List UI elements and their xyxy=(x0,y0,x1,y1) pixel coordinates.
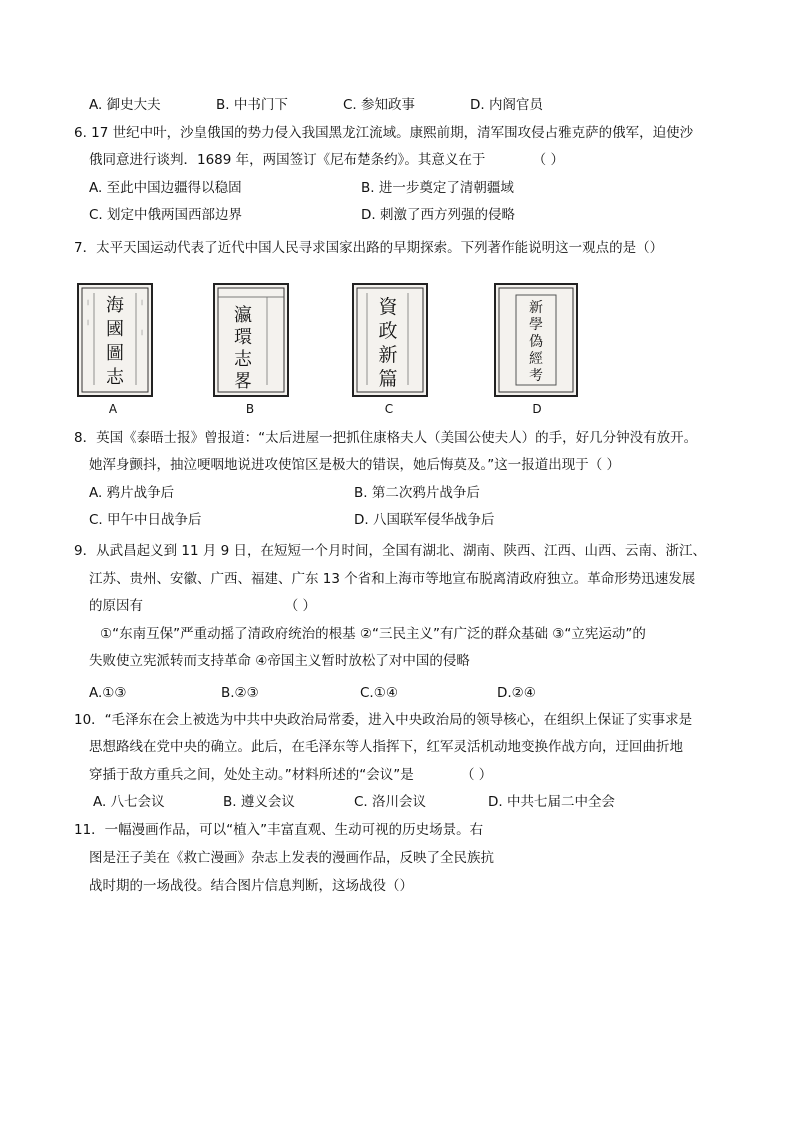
q9-stem-line-1: 9．从武昌起义到 11 月 9 日，在短短一个月时间，全国有湖北、湖南、陕西、江西、山西、云南、浙江、 xyxy=(74,543,707,559)
q9-stem-line-3: 的原因有 （ ） xyxy=(89,598,317,614)
book-label-b: B xyxy=(245,402,255,416)
q11-stem-line-3: 战时期的一场战役。结合图片信息判断，这场战役（） xyxy=(89,878,413,894)
book-c-char-4: 篇 xyxy=(378,368,398,390)
q9-statement-line-2: 失败使立宪派转而支持革命 ④帝国主义暂时放松了对中国的侵略 xyxy=(89,653,470,669)
q9-option-d: D.②④ xyxy=(497,685,536,701)
book-cover-d xyxy=(494,283,578,397)
q5-option-a: A. 御史大夫 xyxy=(89,97,161,113)
book-b-char-1: 瀛 xyxy=(234,305,252,326)
q6-stem-line-1: 6. 17 世纪中叶，沙皇俄国的势力侵入我国黑龙江流域。康熙前期，清军围攻侵占雅克萨的俄军，迫使沙 xyxy=(74,125,694,141)
book-d-char-3: 偽 xyxy=(529,334,543,350)
book-d-char-2: 學 xyxy=(529,317,543,333)
q6-option-a: A. 至此中国边疆得以稳固 xyxy=(89,180,242,196)
q10-option-b: B. 遵义会议 xyxy=(223,794,295,810)
q5-option-b: B. 中书门下 xyxy=(216,97,288,113)
svg-text:〡: 〡 xyxy=(85,320,92,327)
book-cover-a-art xyxy=(79,285,151,395)
book-b-char-4: 畧 xyxy=(234,371,252,392)
q6-option-b: B. 进一步奠定了清朝疆域 xyxy=(361,180,514,196)
book-label-a: A xyxy=(108,402,118,416)
book-label-c: C xyxy=(384,402,394,416)
q8-option-b: B. 第二次鸦片战争后 xyxy=(354,485,480,501)
q5-option-d: D. 内阁官员 xyxy=(470,97,543,113)
q6-stem-line-2: 俄同意进行谈判．1689 年，两国签订《尼布楚条约》。其意义在于 （ ） xyxy=(89,152,564,168)
q10-stem-line-2: 思想路线在党中央的确立。此后，在毛泽东等人指挥下，红军灵活机动地变换作战方向，迂回曲折地 xyxy=(89,739,683,755)
book-c-char-1: 資 xyxy=(378,296,398,318)
book-d-char-1: 新 xyxy=(529,300,543,316)
book-cover-b xyxy=(213,283,289,397)
svg-text:〡: 〡 xyxy=(85,300,92,307)
book-c-char-2: 政 xyxy=(378,320,398,342)
q9-option-c: C.①④ xyxy=(360,685,398,701)
q8-stem-line-1: 8．英国《泰晤士报》曾报道：“太后进屋一把抓住康格夫人（美国公使夫人）的手，好几分钟没有放开。 xyxy=(74,430,698,446)
book-label-d: D xyxy=(532,402,542,416)
book-cover-b-art xyxy=(215,285,287,395)
book-d-char-4: 經 xyxy=(529,351,543,367)
book-cover-d-art xyxy=(496,285,576,395)
q7-stem-line-1: 7．太平天国运动代表了近代中国人民寻求国家出路的早期探索。下列著作能说明这一观点的是（） xyxy=(74,240,664,256)
q9-stem-line-2: 江苏、贵州、安徽、广西、福建、广东 13 个省和上海市等地宣布脱离清政府独立。革命形势迅速发展 xyxy=(89,571,696,587)
book-b-char-3: 志 xyxy=(234,349,252,370)
q9-option-b: B.②③ xyxy=(221,685,259,701)
book-c-char-3: 新 xyxy=(378,344,398,366)
q10-option-a: A. 八七会议 xyxy=(93,794,165,810)
q9-option-a: A.①③ xyxy=(89,685,127,701)
q11-stem-line-2: 图是汪子美在《救亡漫画》杂志上发表的漫画作品，反映了全民族抗 xyxy=(89,850,494,866)
q6-option-d: D. 刺激了西方列强的侵略 xyxy=(361,207,515,223)
q10-stem-line-1: 10．“毛泽东在会上被选为中共中央政治局常委，进入中央政治局的领导核心，在组织上保证了实事求是 xyxy=(74,712,693,728)
q8-stem-line-2: 她浑身颤抖，抽泣哽咽地说进攻使馆区是极大的错误，她后悔莫及。”这一报道出现于（ ） xyxy=(89,457,621,473)
q8-option-d: D. 八国联军侵华战争后 xyxy=(354,512,495,528)
q6-option-c: C. 划定中俄两国西部边界 xyxy=(89,207,243,223)
q10-stem-line-3: 穿插于敌方重兵之间，处处主动。”材料所述的“会议”是 （ ） xyxy=(89,767,493,783)
q11-stem-line-1: 11．一幅漫画作品，可以“植入”丰富直观、生动可视的历史场景。右 xyxy=(74,822,484,838)
book-cover-c-art xyxy=(354,285,426,395)
q8-option-a: A. 鸦片战争后 xyxy=(89,485,175,501)
q10-option-d: D. 中共七届二中全会 xyxy=(488,794,615,810)
book-a-char-4: 志 xyxy=(106,367,124,388)
book-a-char-2: 國 xyxy=(106,319,124,340)
book-a-char-3: 圖 xyxy=(106,343,124,364)
svg-text:〡: 〡 xyxy=(139,300,146,307)
svg-text:〡: 〡 xyxy=(139,330,146,337)
book-a-char-1: 海 xyxy=(106,295,124,316)
book-b-char-2: 環 xyxy=(234,327,252,348)
q5-option-c: C. 参知政事 xyxy=(343,97,416,113)
q9-statement-line-1: ①“东南互保”严重动摇了清政府统治的根基 ②“三民主义”有广泛的群众基础 ③“立宪运动”的 xyxy=(100,626,646,642)
q8-option-c: C. 甲午中日战争后 xyxy=(89,512,202,528)
book-cover-a xyxy=(77,283,153,397)
book-d-char-5: 考 xyxy=(529,368,543,384)
q10-option-c: C. 洛川会议 xyxy=(354,794,427,810)
book-cover-c xyxy=(352,283,428,397)
